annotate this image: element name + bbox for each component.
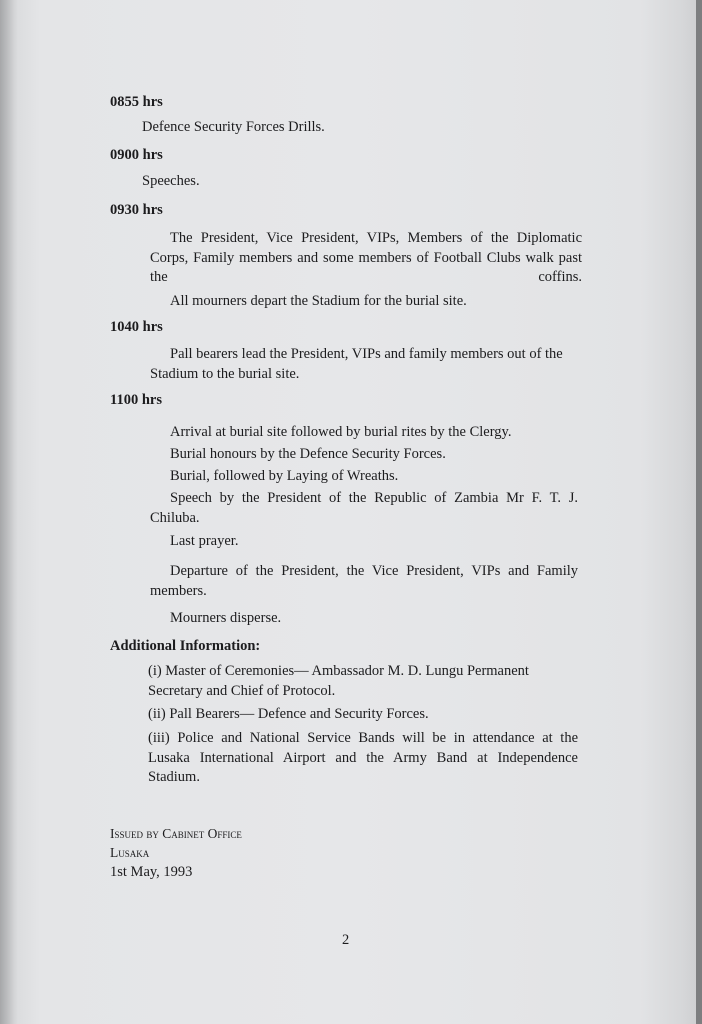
time-0900: 0900 hrs — [110, 147, 163, 163]
item-walk-past-coffins: The President, Vice President, VIPs, Members of the Diplomatic Corps, Family members and some members of Football Clubs walk past the coffins. — [150, 230, 582, 285]
item-departure-president: Departure of the President, the Vice President, VIPs and Family members. — [150, 563, 578, 599]
item-last-prayer: Last prayer. — [170, 533, 239, 549]
issued-date: 1st May, 1993 — [110, 864, 193, 880]
issued-by: Issued by Cabinet Office — [110, 826, 242, 841]
item-arrival-burial-site: Arrival at burial site followed by burial rites by the Clergy. — [170, 424, 512, 440]
item-laying-wreaths: Burial, followed by Laying of Wreaths. — [170, 468, 399, 484]
additional-item-1: (i) Master of Ceremonies— Ambassador M. D. Lungu Permanent Secretary and Chief of Protocol. — [148, 663, 529, 699]
issued-place: Lusaka — [110, 845, 150, 860]
additional-item-2: (ii) Pall Bearers— Defence and Security Forces. — [148, 706, 429, 722]
item-drills: Defence Security Forces Drills. — [142, 119, 325, 135]
item-burial-honours: Burial honours by the Defence Security Forces. — [170, 446, 446, 462]
additional-info-heading: Additional Information: — [110, 638, 261, 654]
item-pall-bearers-lead: Pall bearers lead the President, VIPs and family members out of the Stadium to the burial site. — [150, 346, 563, 382]
time-0855: 0855 hrs — [110, 94, 163, 110]
time-1040: 1040 hrs — [110, 319, 163, 335]
page-fold-shadow — [0, 0, 18, 1024]
item-depart-stadium: All mourners depart the Stadium for the burial site. — [170, 293, 467, 309]
item-speeches: Speeches. — [142, 173, 200, 189]
additional-item-3: (iii) Police and National Service Bands will be in attendance at the Lusaka International Airport and the Army Band at Independence Stadium. — [148, 730, 578, 785]
item-speech-president: Speech by the President of the Republic of Zambia Mr F. T. J. Chiluba. — [150, 490, 578, 526]
page-number: 2 — [342, 932, 350, 948]
time-0930: 0930 hrs — [110, 202, 163, 218]
item-mourners-disperse: Mourners disperse. — [170, 610, 282, 626]
time-1100: 1100 hrs — [110, 392, 162, 408]
